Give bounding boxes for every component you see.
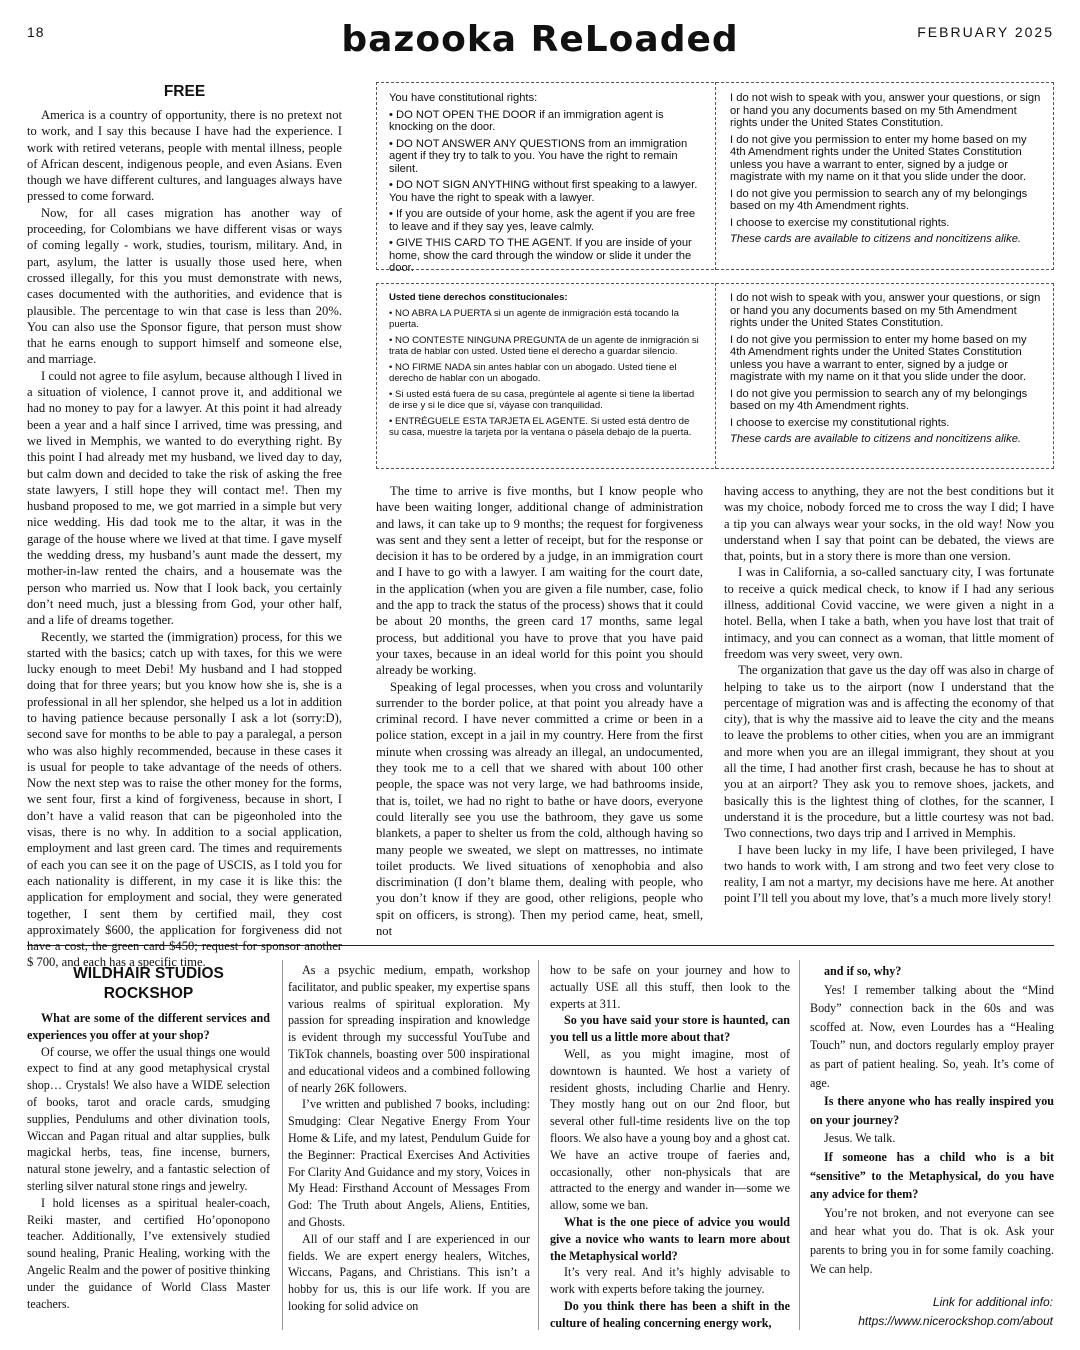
paragraph: having access to anything, they are not the best conditions but it was my choice, nobody forced me to cross the way I did; I have a tip you can always wear your socks, in the old way! Now you understand when I say that point can be debated, the views are that, points, but in a story there is more than one version. [724,484,1054,564]
card-line: I do not wish to speak with you, answer your questions, or sign or hand you any documents based on my 5th Amendment rights under the United States Constitution. [730,292,1041,329]
wildhair-column-1 [27,964,270,1312]
rights-card-spanish-right [730,292,1042,450]
interview-question: Is there anyone who has really inspired you on your journey? [810,1094,1054,1127]
card-divider [715,82,716,270]
free-article-column-3 [724,483,1054,907]
card-line: Usted tiene derechos constitucionales: [389,292,568,303]
additional-info-link-block [858,1293,1053,1331]
interview-question: Do you think there has been a shift in the culture of healing concerning energy work, [550,1298,790,1330]
link-url[interactable]: https://www.nicerockshop.com/about [858,1314,1053,1328]
card-line: I do not wish to speak with you, answer your questions, or sign or hand you any documents based on my 5th Amendment rights under the United States Constitution. [730,92,1041,129]
free-article-column-1 [27,82,342,971]
column-divider [282,960,283,1330]
issue-date: FEBRUARY 2025 [917,24,1054,40]
paragraph: I have been lucky in my life, I have been privileged, I have two hands to work with, I am strong and two feet very close to reality, I am not a martyr, my decisions have me here. At another point I’ll tell you about my love, that’s a much more lively story! [724,842,1054,906]
paragraph: I’ve written and published 7 books, including: Smudging: Clear Negative Energy From Your Home & Life, and my latest, Pendulum Guide for the Beginner: Practical Exercises And Activities For Clarity And Guidance and my story, Voices in My Head: Firsthand Account of Messages From God: The Truth about Angels, Aliens, Entities, and Ghosts. [288,1097,530,1229]
column-divider [799,960,800,1330]
wildhair-column-3 [550,962,790,1332]
card-line: • NO ABRA LA PUERTA si un agente de inmigración está tocando la puerta. [389,307,679,330]
paragraph: I was in California, a so-called sanctuary city, I was fortunate to receive a quick medical check, to know if I had any serious illness, additional Covid vaccine, we were given a night in a hotel. Bella, when I take a bath, when you have lost that trait of intimacy, and you can connect as a woman, that little moment of freedom was very sweet, very own. [724,565,1054,661]
paragraph: how to be safe on your journey and how to actually USE all this stuff, then look to the experts at 311. [550,963,790,1011]
interview-question: and if so, why? [824,964,902,978]
rights-card-english-right [730,92,1042,250]
card-line: I do not give you permission to search any of my belongings based on my 4th Amendment rights. [730,187,1028,212]
paragraph: Now, for all cases migration has another way of proceeding, for Colombians we have different visas or ways of coming legally - work, studies, tourism, military. And, in part, asylum, the latter is usually those used here, when crossed illegally, for this you must demonstrate with news, cases documented with the authorities, and evidence that is plausible. The percentage to win that case is less than 20%. You can also use the Sponsor figure, that person must show that he earns enough to support himself and someone else, and marriage. [27,205,342,367]
card-divider [715,283,716,469]
card-line: These cards are available to citizens and noncitizens alike. [730,433,1022,445]
card-line: • ENTRÉGUELE ESTA TARJETA EL AGENTE. Si usted está dentro de su casa, muestre la tarjeta por la ventana o pásela debajo de la puerta. [389,415,692,438]
paragraph: Of course, we offer the usual things one would expect to find at any good metaphysical crystal shop… Crystals! We also have a WIDE selection of books, tarot and oracle cards, smudging supplies, Pendulums and other divination tools, Wiccan and Pagan ritual and altar supplies, bulk magickal herbs, teas, fine incense, burners, natural stone jewelry, and a fantastic selection of sterling silver natural stone rings and jewelry. [27,1044,270,1193]
card-line: I do not give you permission to enter my home based on my 4th Amendment rights under the United States Constitution unless you have a warrant to enter, signed by a judge or magistrate with my name on it that you slide under the door. [730,333,1027,383]
paragraph: I hold licenses as a spiritual healer-coach, Reiki master, and certified Ho’oponopono teacher. Additionally, I’ve extensively studied sound healing, Pranic Healing, working with the Angelic Realm and the power of positive thinking under the guidance of World Class Master teachers. [27,1195,270,1311]
card-line: • NO FIRME NADA sin antes hablar con un abogado. Usted tiene el derecho de hablar con un abogado. [389,361,677,384]
paragraph: The organization that gave us the day off was also in charge of helping to take us to the airport (now I understand that the percentage of migration was and is affecting the economy of that city), that is why the massive aid to leave the city and the means to leave the problems to other cities, when you are an immigrant and more when you are an illegal immigrant, they shout at you all the time, I had another first crash, because he has to shout at you at an airport? They ask you to remove shoes, jackets, and basically this is the lightest thing of clothes, for the scanner, I understand it is the procedure, but a little courtesy was not bad. Two connections, two days trip and I arrived in Memphis. [724,663,1054,841]
section-divider [27,945,1054,946]
paragraph: Recently, we started the (immigration) process, for this we started with the basics; catch up with taxes, for this we were lucky enough to meet Debi! My husband and I had stopped doing that for three years; but you know how she is, she is a professional in all her splendor, she helped us a lot in addition to having patience because personally I ask a lot (sorry:D), second save for months to be able to pay a paralegal, a person who was also highly recommended, because in these cases it is usual for people to take advantage of the needs of others. Now the next step was to raise the other money for the forms, we sent four, first a kind of forgiveness, because in short, I don’t have a valid reason that can be pigeonholed into the visas, there is no why. In addition to a social application, employment and last green card. The times and requirements of each you can see it on the page of USCIS, as I told you for each nationality is different, in my case it is like this: the application for employment and social, they were generated together, I sent them by certified mail, they cost approximately $600, the application for forgiveness did not have a cost, the green card $450; request for sponsor another $ 700, and each has a specific time. [27,629,342,970]
paragraph: Yes! I remember talking about the “Mind Body” connection back in the 60s and was scoffed at. Now, even Lourdes has a “Healing Touch” nun, and doctors regularly employ prayer as part of patient healing. So, yeah. It’s come of age. [810,982,1054,1090]
card-line: • GIVE THIS CARD TO THE AGENT. If you are inside of your home, show the card through the window or slide it under the door. [389,237,692,274]
interview-question: What are some of the different services and experiences you offer at your shop? [27,1011,270,1042]
paragraph: Speaking of legal processes, when you cross and voluntarily surrender to the border police, at that point you already have a criminal record. I have never committed a crime or been in a police station, except in a jail in my country. Here from the first minute when crossing was already an illegal, an undocumented, they took me to a cell that we shared with about 100 other people, the space was not very large, we had bathrooms inside, that is, toilet, we had no right to bathe or have doors, everyone could literally see you use the bathroom, they gave us some blankets, a paper to shelter us from the cold, although having so many people we sweated, we slept on mattresses, no intimate toilet products. We lived situations of xenophobia and also discrimination (I don’t blame them, dealing with people, who you don’t know if they are good, other religions, people who spit on officers, is strong). Then my period came, heat, smell, not [376,679,703,939]
masthead-logo: bazooka ReLoaded [341,19,739,60]
interview-question: What is the one piece of advice you would give a novice who wants to learn more about the Metaphysical world? [550,1214,790,1263]
card-line: • DO NOT ANSWER ANY QUESTIONS from an immigration agent if they try to talk to you. You have the right to remain silent. [389,137,688,175]
link-label: Link for additional info: [932,1295,1053,1309]
wildhair-column-2 [288,962,530,1315]
paragraph: The time to arrive is five months, but I know people who have been waiting longer, additional change of administration and laws, it can take up to 9 months; the request for forgiveness was sent and they sent a letter of receipt, but for the response or decision it has to be ordered by a judge, in an immigration court and I have to go with a lawyer. I am waiting for the court date, in the application (when you are given a file number, case, folio and the app to track the status of the process) shows that it could be about 20 months, the green card 17 months, same legal process, but additional you have to prove that you have paid your taxes, because in an ideal world for this point you should already be working. [376,484,703,678]
rights-card-english-left [389,92,701,279]
paragraph: Jesus. We talk. [824,1131,896,1146]
card-line: • DO NOT OPEN THE DOOR if an immigration agent is knocking on the door. [389,108,664,133]
wildhair-title: WILDHAIR STUDIOS ROCKSHOP [73,965,224,1002]
free-article-column-2 [376,483,703,939]
card-line: • DO NOT SIGN ANYTHING without first speaking to a lawyer. You have the right to speak with a lawyer. [389,179,698,204]
card-line: I do not give you permission to search any of my belongings based on my 4th Amendment rights. [730,387,1028,412]
paragraph: You’re not broken, and not everyone can see and hear what you do. That is ok. Ask your parents to bring you in for some family coaching. We can help. [810,1205,1054,1276]
free-article-title: FREE [163,83,206,100]
paragraph: All of our staff and I are experienced in our fields. We are expert energy healers, Witches, Wiccans, Pagans, and Christians. This isn’t a hobby for us, this is our life work. If you are looking for solid advice on [288,1231,530,1313]
wildhair-column-4 [810,962,1054,1278]
paragraph: It’s very real. And it’s highly advisable to work with experts before taking the journey. [550,1265,790,1297]
card-line: You have constitutional rights: [389,92,538,104]
paragraph: America is a country of opportunity, there is no pretext not to work, and I say this because I have had the experience. I work with retired veterans, people with mental illness, people of African descent, indigenous people, and even Asians. Even though we have different cultures, and languages always have pressed to come forward. [27,108,342,204]
column-divider [538,960,539,1330]
card-line: • NO CONTESTE NINGUNA PREGUNTA de un agente de inmigración si trata de hablar con usted. Usted tiene el derecho a guardar silencio. [389,334,699,357]
interview-question: If someone has a child who is a bit “sensitive” to the Metaphysical, do you have any advice for them? [810,1149,1054,1202]
paragraph: Well, as you might imagine, most of downtown is haunted. We host a variety of resident ghosts, including Charlie and Henry. They mostly hang out on our 2nd floor, but several other full-time residents live on the top floors. We also have a young boy and a ghost cat. We have an active troupe of faeries and, occasionally, other non-physicals that are attracted to the energy and wander in—some we allow, some we ban. [550,1046,790,1213]
paragraph: As a psychic medium, empath, workshop facilitator, and public speaker, my expertise spans various realms of spiritual exploration. My passion for spreading inspiration and knowledge is evident through my successful YouTube and TikTok channels, boasting over 500 inspirational and educational videos and a combined following of nearly 26K followers. [288,963,530,1095]
rights-card-spanish-left [389,292,701,443]
card-line: I choose to exercise my constitutional rights. [730,216,950,229]
card-line: These cards are available to citizens and noncitizens alike. [730,233,1022,245]
interview-question: So you have said your store is haunted, can you tell us a little more about that? [550,1013,790,1045]
paragraph: I could not agree to file asylum, because although I lived in a situation of violence, I cannot prove it, and additional we had no money to pay for a lawyer. At this point it had already been a year and a half since I arrived, time was pressing, and we lived in Memphis, we wanted to do everything right. By this point I had already met my husband, we lived day to day, but calm down and decided to take the risk of asking the free state lawyers, I still hope they will contact me!. Then my husband proposed to me, we got married in a simple but very nice wedding. His dad took me to the altar, it was in the garage of the house where we lived at that time. I gave myself the wedding dress, my husband’s aunt made the dessert, my mother-in-law rented the chairs, and a housemate was the person who married us. Now that I look back, you certainly don’t need much, just a blessing from God, your other half, and a life of dreams together. [27,368,342,628]
card-line: I do not give you permission to enter my home based on my 4th Amendment rights under the United States Constitution unless you have a warrant to enter, signed by a judge or magistrate with my name on it that you slide under the door. [730,133,1027,183]
card-line: • Si usted está fuera de su casa, pregúntele al agente si tiene la libertad de irse y si le dice que sí, váyase con tranquilidad. [389,388,695,411]
page-number: 18 [27,24,45,40]
card-line: • If you are outside of your home, ask the agent if you are free to leave and if they say yes, leave calmly. [389,208,696,233]
card-line: I choose to exercise my constitutional rights. [730,416,950,429]
